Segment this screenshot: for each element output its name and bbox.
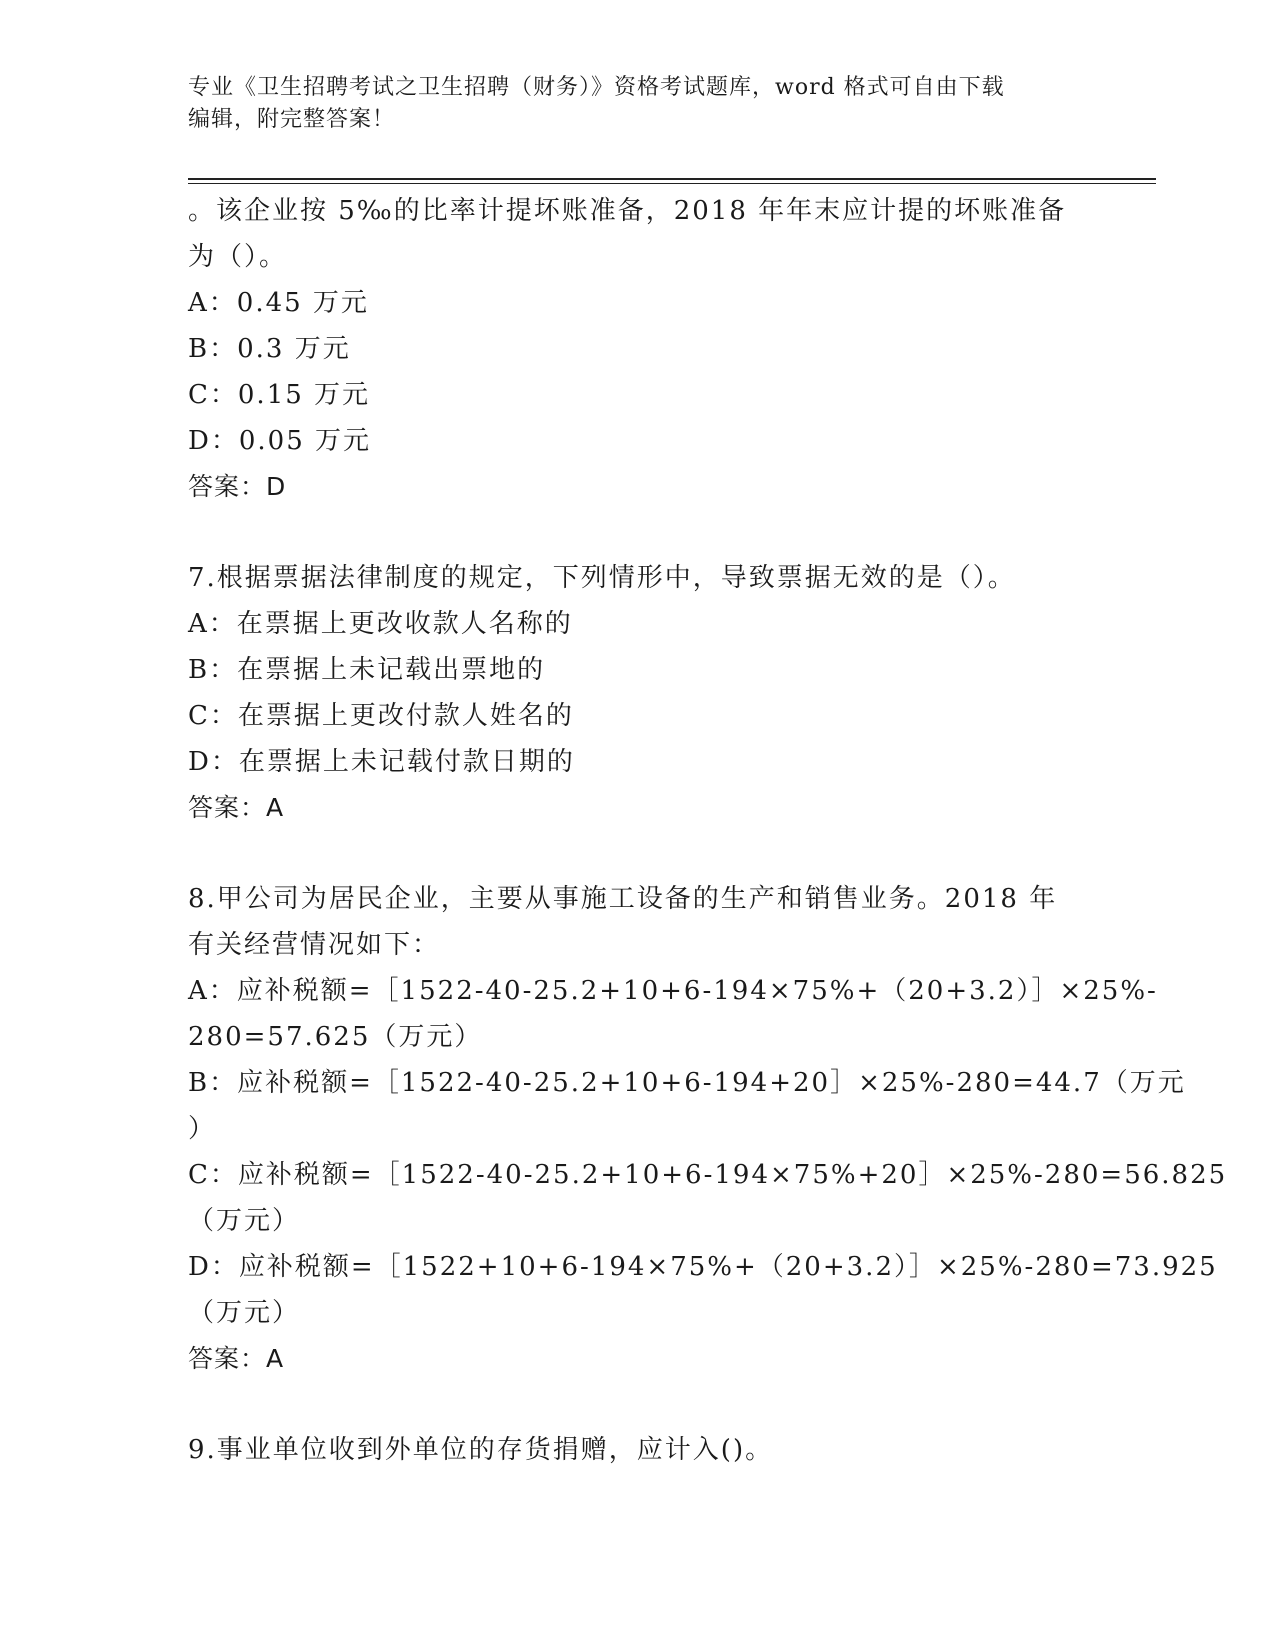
question-8 (188, 876, 1228, 1382)
question-text: 9.事业单位收到外单位的存货捐赠，应计入()。 (188, 1435, 774, 1465)
option-a: A：应补税额=［1522-40-25.2+10+6-194×75%+（20+3.2）］×25%- (188, 976, 1158, 1006)
option-b: B：0.3 万元 (188, 334, 351, 364)
option-c-continued: （万元） (188, 1206, 301, 1236)
spacer (188, 831, 1088, 876)
option-c: C：在票据上更改付款人姓名的 (188, 701, 574, 731)
option-d-continued: （万元） (188, 1298, 301, 1328)
question-9 (188, 1427, 1088, 1473)
option-d: D：应补税额=［1522+10+6-194×75%+（20+3.2）］×25%-280=73.925 (188, 1252, 1218, 1282)
question-content (188, 188, 1228, 1473)
option-b-continued: ） (188, 1114, 217, 1144)
spacer (188, 1382, 1088, 1427)
question-7 (188, 555, 1088, 831)
answer-line: 答案：A (188, 793, 285, 822)
option-a-continued: 280=57.625（万元） (188, 1022, 483, 1052)
question-6 (188, 188, 1088, 510)
option-b: B：在票据上未记载出票地的 (188, 655, 546, 685)
answer-line: 答案：D (188, 472, 287, 501)
option-d: D：在票据上未记载付款日期的 (188, 747, 575, 777)
spacer (188, 510, 1088, 555)
answer-line: 答案：A (188, 1344, 285, 1373)
option-a: A：0.45 万元 (188, 288, 369, 318)
option-a: A：在票据上更改收款人名称的 (188, 609, 573, 639)
question-text: 8.甲公司为居民企业，主要从事施工设备的生产和销售业务。2018 年 (188, 884, 1058, 914)
question-text: 7.根据票据法律制度的规定，下列情形中，导致票据无效的是（）。 (188, 563, 1016, 593)
header-line-2: 编辑，附完整答案！ (188, 107, 396, 132)
header-line-1: 专业《卫生招聘考试之卫生招聘（财务）》资格考试题库，word 格式可自由下载 (188, 75, 1005, 100)
question-text: 为（）。 (188, 242, 288, 272)
header-divider-thick (188, 178, 1156, 180)
document-header (188, 72, 1088, 136)
option-b: B：应补税额=［1522-40-25.2+10+6-194+20］×25%-280=44.7（万元 (188, 1068, 1186, 1098)
question-text: 有关经营情况如下： (188, 930, 441, 960)
question-text: 。该企业按 5‰的比率计提坏账准备，2018 年年末应计提的坏账准备 (188, 196, 1067, 226)
option-c: C：应补税额=［1522-40-25.2+10+6-194×75%+20］×25%-280=56.825 (188, 1160, 1228, 1190)
option-d: D：0.05 万元 (188, 426, 372, 456)
option-c: C：0.15 万元 (188, 380, 371, 410)
header-divider-thin (188, 183, 1156, 184)
